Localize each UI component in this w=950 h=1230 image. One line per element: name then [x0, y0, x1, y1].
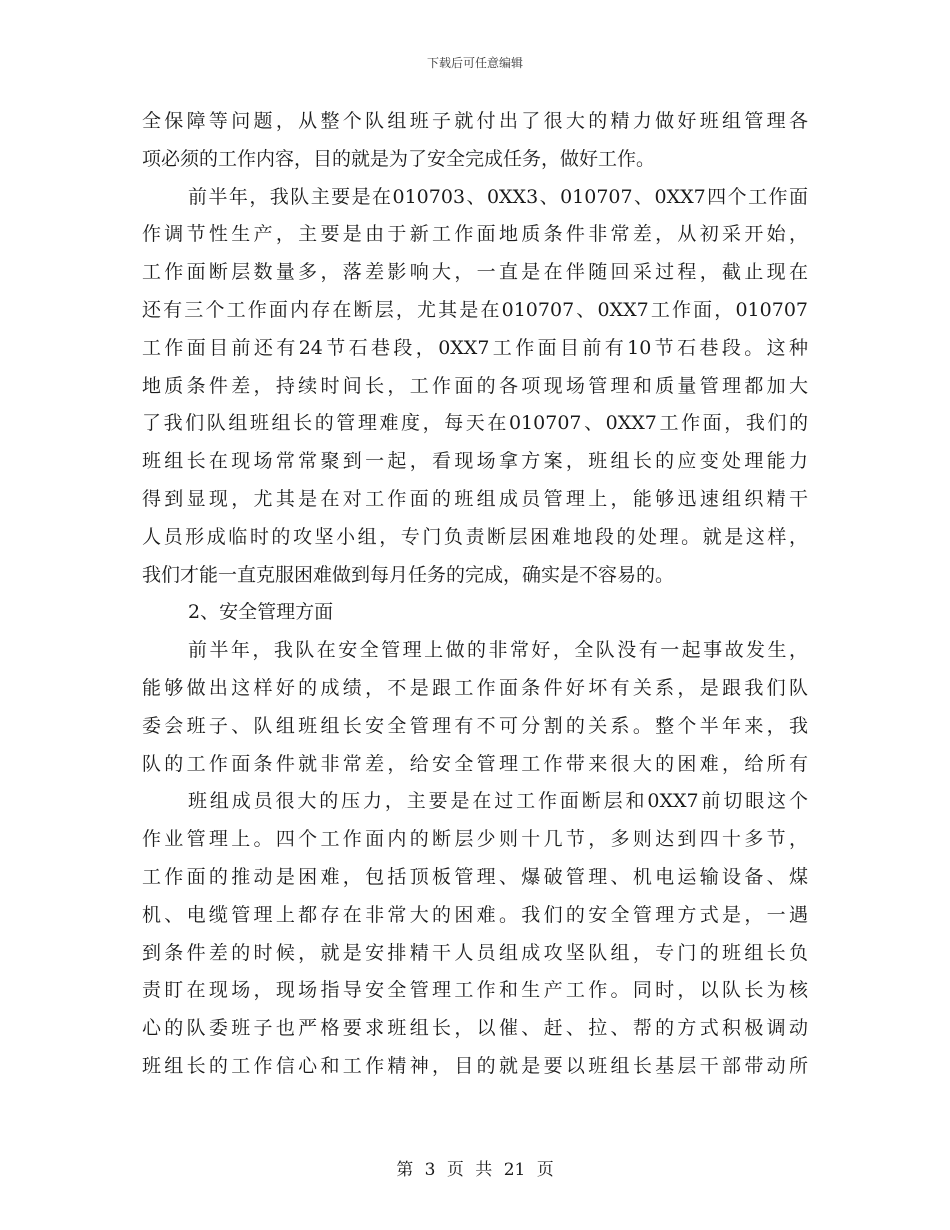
text-line: 委会班子、队组班组长安全管理有不可分割的关系。整个半年来，我: [142, 714, 808, 737]
document-body: [142, 103, 808, 1086]
page-number: 第 3 页 共 21 页: [396, 1160, 554, 1180]
text-line: 工作面目前还有24节石巷段，0XX7工作面目前有10节石巷段。这种: [142, 336, 808, 359]
text-line: 项必须的工作内容，目的就是为了安全完成任务，做好工作。: [142, 147, 656, 170]
text-line: 得到显现，尤其是在对工作面的班组成员管理上，能够迅速组织精干: [142, 487, 808, 510]
text-line: 全保障等问题，从整个队组班子就付出了很大的精力做好班组管理各: [142, 110, 808, 132]
text-line: 人员形成临时的攻坚小组，专门负责断层困难地段的处理。就是这样，: [142, 525, 808, 548]
page-header: 下载后可任意编辑: [426, 56, 523, 70]
text-line: 班组长的工作信心和工作精神，目的就是要以班组长基层干部带动所: [142, 1054, 808, 1077]
text-line: 地质条件差，持续时间长，工作面的各项现场管理和质量管理都加大: [142, 374, 808, 397]
text-line: 作业管理上。四个工作面内的断层少则十几节，多则达到四十多节，: [142, 828, 808, 851]
text-line: 前半年，我队主要是在010703、0XX3、010707、0XX7四个工作面: [188, 185, 808, 208]
text-line: 队的工作面条件就非常差，给安全管理工作带来很大的困难，给所有: [142, 752, 808, 775]
text-line: 工作面断层数量多，落差影响大，一直是在伴随回采过程，截止现在: [142, 261, 808, 284]
text-line: 班组长在现场常常聚到一起，看现场拿方案，班组长的应变处理能力: [142, 450, 808, 473]
text-line: 作调节性生产，主要是由于新工作面地质条件非常差，从初采开始，: [142, 223, 808, 246]
text-line: 班组成员很大的压力，主要是在过工作面断层和0XX7前切眼这个: [188, 790, 808, 813]
text-line: 工作面的推动是困难，包括顶板管理、爆破管理、机电运输设备、煤: [142, 865, 808, 888]
text-line: 能够做出这样好的成绩，不是跟工作面条件好坏有关系，是跟我们队: [142, 676, 808, 699]
text-line: 2、安全管理方面: [188, 601, 334, 624]
text-line: 机、电缆管理上都存在非常大的困难。我们的安全管理方式是，一遇: [142, 903, 808, 926]
text-line: 责盯在现场，现场指导安全管理工作和生产工作。同时，以队长为核: [142, 979, 808, 1002]
text-line: 前半年，我队在安全管理上做的非常好，全队没有一起事故发生，: [188, 639, 808, 662]
text-line: 还有三个工作面内存在断层，尤其是在010707、0XX7工作面，010707: [142, 298, 808, 321]
text-line: 到条件差的时候，就是安排精干人员组成攻坚队组，专门的班组长负: [142, 941, 808, 964]
text-line: 心的队委班子也严格要求班组长，以催、赶、拉、帮的方式积极调动: [142, 1017, 808, 1040]
text-line: 了我们队组班组长的管理难度，每天在010707、0XX7工作面，我们的: [142, 412, 808, 435]
text-line: 我们才能一直克服困难做到每月任务的完成，确实是不容易的。: [142, 563, 675, 586]
